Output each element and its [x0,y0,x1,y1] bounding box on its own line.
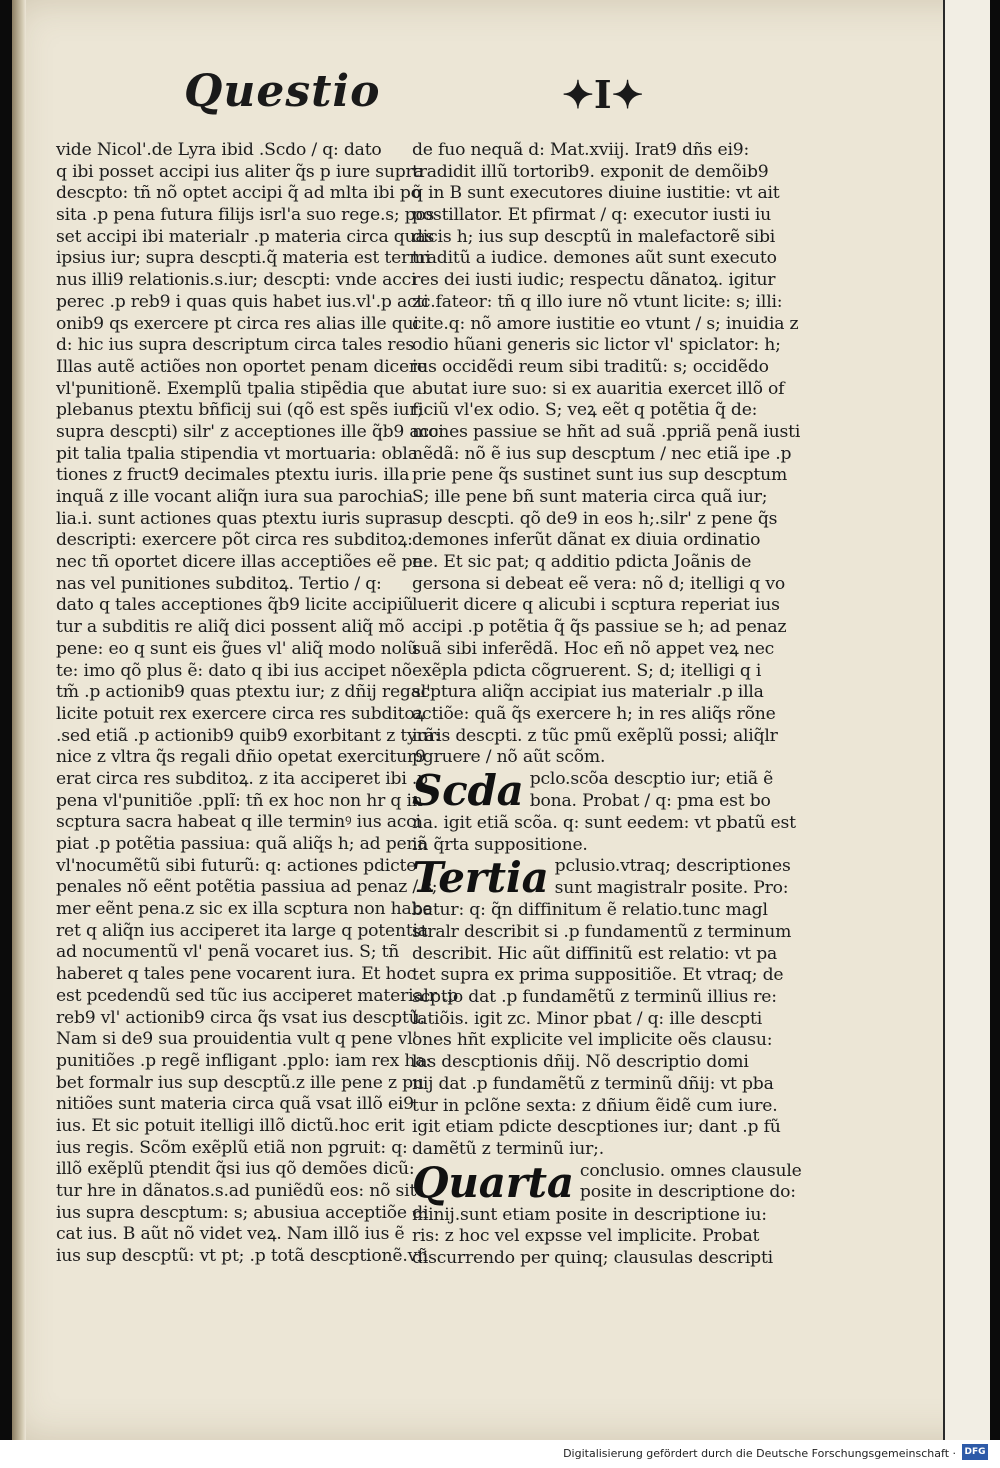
text-line: ne. Et sic pat; q additio pdicta Joãnis de [412,552,752,573]
text-line: gersona si debeat eẽ vera: nõ d; itelligi q vo [412,573,785,594]
text-line: bet formalr ius sup descptũ.z ille pene z pu [56,1072,424,1093]
text-line: conclusio. omnes clausule [579,1160,802,1181]
text-line: nice z vltra q̃s regali dñio opetat exercitur9 [56,747,426,768]
running-title: Questio [184,66,381,117]
text-line: penales nõ eẽnt potẽtia passiua ad penaz / s; [56,877,438,898]
text-line: piat .p potẽtia passiua: quã aliq̃s h; ad penã [56,834,428,854]
text-line: d: hic ius supra descriptum circa tales res [56,335,415,356]
text-line: ipsius iur; supra descpti.q̃ materia est termi [56,248,431,269]
text-line: descpto: tñ nõ optet accipi q̃ ad mlta ibi po [56,183,421,204]
text-line: pgruere / nõ aũt scõm. [412,747,606,768]
text-line: supra descpti) silr' z acceptiones ille q̃b9 acci [56,421,444,442]
text-line: dicis h; ius sup descptũ in malefactorẽ sibi [412,226,776,247]
text-line: scptio dat .p fundamẽtũ z terminũ illius re: [412,987,777,1008]
text-line: nus illi9 relationis.s.iur; descpti: vnde acci [56,270,417,291]
text-line: reb9 vl' actionib9 circa q̃s vsat ius descptũ. [56,1007,425,1028]
text-line: ius. Et sic potuit itelligi illõ dictũ.hoc erit [56,1115,405,1136]
initial-side-lines [555,856,791,899]
text-line: igit etiam pdicte descptiones iur; dant .p fũ [412,1117,781,1138]
text-line: ones hñt explicite vel implicite oẽs clausu: [412,1030,773,1051]
text-line: odio hũani generis sic lictor vl' spiclator: h; [412,335,781,356]
text-line: haberet q tales pene vocarent iura. Et hoc [56,964,416,985]
text-line: perec .p reb9 i quas quis habet ius.vl'.p acti [56,291,429,312]
text-line: ficiũ vl'ex odio. S; veꝝ eẽt q potẽtia q̃ de: [412,400,758,421]
text-line: tur in pclõne sexta: z dñium ẽidẽ cum iure. [412,1095,778,1116]
text-line: punitiões .p regẽ infligant .pplo: iam rex ha: [56,1050,431,1071]
text-line: scptura sacra habeat q ille terminꝰ ius acci [56,812,421,833]
conclusion-heading [412,765,784,815]
conclusion-heading [412,1157,802,1207]
text-line: descripti: exercere põt circa res subditoꝝ: [56,530,413,551]
text-line: Illas autẽ actiões non oportet penam dicere [56,356,427,377]
text-line: sunt magistralr posite. Pro: [554,878,789,898]
text-line: ius regis. Scõm exẽplũ etiã non pgruit: q: [56,1137,408,1158]
text-line: .sed etiã .p actionib9 quib9 exorbitant z tyrã: [56,725,441,746]
text-line: onib9 qs exercere pt circa res alias ille qui [56,313,419,334]
text-line: bona. Probat / q: pma est bo [529,790,771,811]
text-line: pene: eo q sunt eis g̃ues vl' aliq̃ modo nolũ [56,638,418,659]
text-line: te: imo qõ plus ẽ: dato q ibi ius accipet nõ [56,660,412,681]
text-line: damẽtũ z terminũ iur;. [412,1138,605,1159]
text-line: minij.sunt etiam posite in descriptione iu: [412,1204,767,1225]
text-line: exẽpla pdicta cõgruerent. S; d; itelligi q i [412,660,762,681]
scanned-page [12,0,988,1440]
text-line: dato q tales acceptiones q̃b9 licite accipiũ [56,595,414,616]
text-line: ret q aliq̃n ius acciperet ita large q potentia [56,920,428,941]
large-initial-word: Scda [412,765,524,815]
text-line: iuris descpti. z tũc pmũ exẽplũ possi; aliq̃lr [412,725,778,746]
text-line: nas vel punitiones subditoꝝ. Tertio / q: [56,573,382,594]
text-line: est pcedendũ sed tũc ius acciperet materialr .p [56,985,459,1006]
folio-number: ✦I✦ [562,72,644,117]
text-line: sita .p pena futura filijs isrl'a suo rege.s; pos [56,205,435,226]
text-line: describit. Hic aũt diffinitũ est relatio: vt pa [412,943,778,964]
initial-side-lines [530,769,784,812]
text-line: zc.fateor: tñ q illo iure nõ vtunt licite: s; illi: [412,291,783,312]
text-line: tm̃ .p actionib9 quas ptextu iur; z dñij regal' [56,682,431,703]
text-line: ius supra descptum: s; abusiua acceptiõe di [56,1202,429,1223]
text-line: res dei iusti iudic; respectu dãnatoꝝ. igitur [412,270,776,291]
text-line: scptura aliq̃n accipiat ius materialr .p illa [412,682,764,703]
text-line: accipi .p potẽtia q̃ q̃s passiue se h; ad penaz [412,617,787,638]
text-line: latiõis. igit zc. Minor pbat / q: ille descpti [412,1008,762,1029]
text-line: de fuo nequã d: Mat.xviij. Irat9 dñs ei9: [412,140,750,160]
text-line: vl'nocumẽtũ sibi futurũ: q: actiones pdicte [56,855,417,876]
text-line: illõ exẽplũ ptendit q̃si ius qõ demões dicũ: [56,1159,415,1180]
text-line: na. igit etiã scõa. q: sunt eedem: vt pbatũ est [412,812,796,833]
text-line: abutat iure suo: si ex auaritia exercet illõ of [412,378,785,399]
right-column [412,140,802,1270]
initial-side-lines [580,1161,802,1204]
text-line: ius sup descptũ: vt pt; .p totã descptionẽ.vñ [56,1246,428,1267]
text-line: mer eẽnt pena.z sic ex illa scptura non habe [56,899,433,920]
large-initial-word: Quarta [412,1157,574,1207]
text-line: pclusio.vtraq; descriptiones [554,856,791,877]
text-line: tur a subditis re aliq̃ dici possent aliq̃ mõ [56,617,405,638]
text-line: sup descpti. qõ de9 in eos h;.silr' z pene q̃s [412,508,778,529]
conclusion-heading [412,853,791,903]
text-line: tet supra ex prima suppositiõe. Et vtraq; de [412,965,784,986]
text-line: inquã z ille vocant aliq̃n iura sua parochia [56,487,413,507]
text-line: Nam si de9 sua prouidentia vult q pene vl' [56,1029,418,1050]
text-line: nij dat .p fundamẽtũ z terminũ dñij: vt pba [412,1073,774,1094]
text-line: tradidit illũ tortorib9. exponit de demõib9 [412,161,769,182]
text-line: vide Nicol'.de Lyra ibid .Scdo / q: dato [56,140,382,160]
text-line: mones passiue se hñt ad suã .ppriã penã iusti [412,421,801,442]
text-line: stralr describit si .p fundamentũ z terminum [412,922,792,942]
dfg-logo: DFG [962,1444,988,1460]
page-edge-strip [943,0,990,1440]
page-gutter-shadow [12,0,26,1440]
text-line: pena vl'punitiõe .pplĩ: tñ ex hoc non hr q in [56,790,423,811]
text-line: posite in descriptione do: [579,1182,796,1203]
text-line: nẽdã: nõ ẽ ius sup descptum / nec etiã ipe .p [412,443,792,464]
text-line: batur: q: q̃n diffinitum ẽ relatio.tunc magl [412,900,768,921]
text-line: lia.i. sunt actiones quas ptextu iuris supra [56,508,414,529]
text-line: licite potuit rex exercere circa res subditoꝝ [56,703,425,724]
text-line: in q̃rta suppositione. [412,834,588,855]
left-column [56,140,459,1268]
text-line: discurrendo per quinq; clausulas descripti [412,1247,773,1268]
text-line: ad nocumentũ vl' penã vocaret ius. S; tñ [56,942,400,963]
text-line: luerit dicere q alicubi i scptura reperiat ius [412,595,780,616]
text-line: las descptionis dñij. Nõ descriptio domi [412,1052,749,1073]
text-line: nitiões sunt materia circa quã vsat illõ ei9 [56,1094,414,1115]
text-line: plebanus ptextu bñficij sui (qõ est spẽs iur; [56,400,423,421]
text-line: ris: z hoc vel expsse vel implicite. Probat [412,1226,760,1247]
text-line: traditũ a iudice. demones aũt sunt executo [412,248,777,269]
text-line: tur hre in dãnatos.s.ad puniẽdũ eos: nõ sit [56,1181,417,1201]
text-line: prie pene q̃s sustinet sunt ius sup descptum [412,465,788,486]
text-line: vl'punitionẽ. Exemplũ tpalia stipẽdia que [56,378,405,399]
text-line: ius occidẽdi reum sibi traditũ: s; occidẽdo [412,356,769,377]
text-line: q̃ in B sunt executores diuine iustitie: vt ait [412,183,780,204]
text-line: pclo.scõa descptio iur; etiã ẽ [529,768,774,789]
text-line: set accipi ibi materialr .p materia circa quas [56,226,435,247]
text-line: nec tñ oportet dicere illas acceptiões eẽ pe: [56,552,428,573]
text-line: S; ille pene bñ sunt materia circa quã iur; [412,487,768,507]
large-initial-word: Tertia [412,853,549,903]
text-line: demones inferũt dãnat ex diuia ordinatio [412,530,761,551]
text-line: pit talia tpalia stipendia vt mortuaria: obla [56,443,418,464]
text-line: tiones z fruct9 decimales ptextu iuris. illa [56,465,410,486]
text-line: cite.q: nõ amore iustitie eo vtunt / s; inuidia z [412,313,799,334]
text-line: q ibi posset accipi ius aliter q̃s p iure supra [56,161,424,182]
text-line: cat ius. B aũt nõ videt veꝝ. Nam illõ ius ẽ [56,1224,405,1245]
text-line: actiõe: quã q̃s exercere h; in res aliq̃s rõne [412,703,776,724]
text-line: erat circa res subditoꝝ. z ita acciperet ibi .p [56,768,428,789]
text-line: suã sibi inferẽdã. Hoc eñ nõ appet veꝝ nec [412,638,775,659]
text-line: postillator. Et pfirmat / q: executor iusti iu [412,205,772,226]
funding-credit: Digitalisierung gefördert durch die Deutsche Forschungsgemeinschaft · [563,1447,956,1460]
